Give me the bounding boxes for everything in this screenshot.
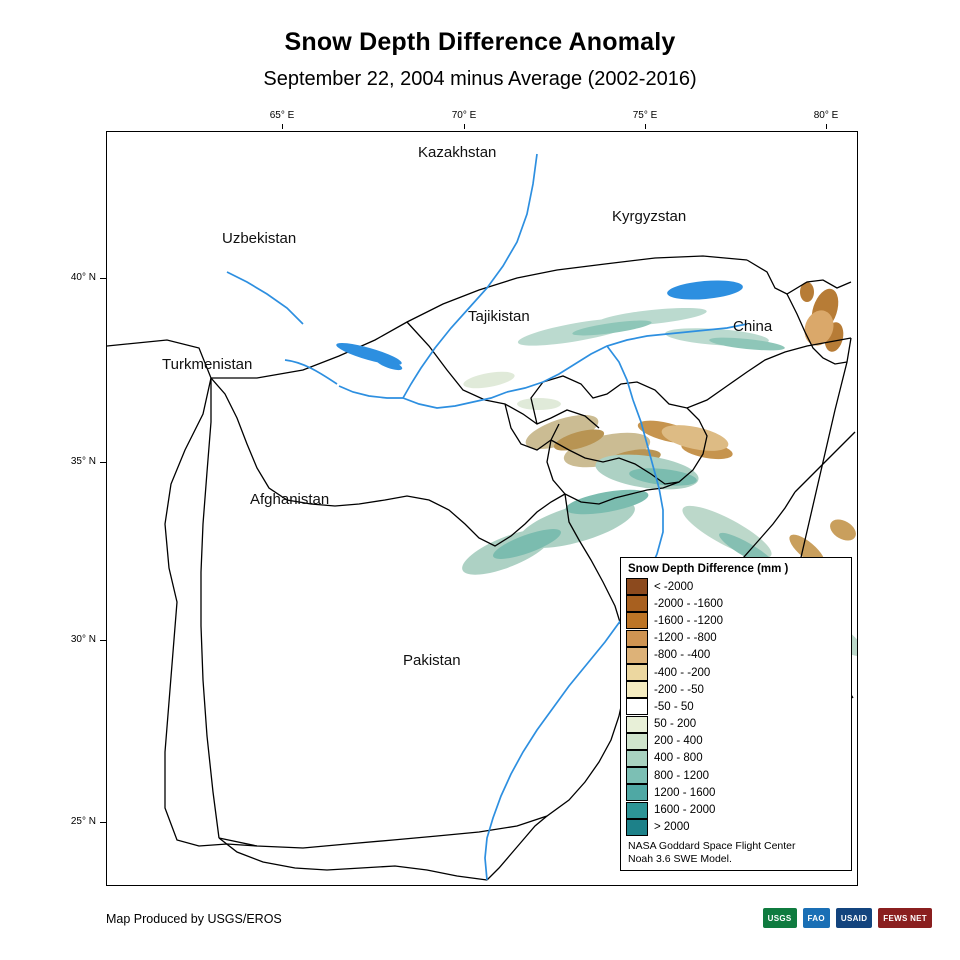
lat-label-25: 25° N	[70, 816, 96, 827]
legend-row	[626, 664, 846, 681]
legend-label: > 2000	[654, 821, 690, 834]
page-title: Snow Depth Difference Anomaly	[284, 28, 676, 56]
legend-row	[626, 612, 846, 629]
lat-label-30: 30° N	[70, 634, 96, 645]
usaid-logo: USAID	[836, 908, 872, 928]
legend-swatch	[626, 578, 648, 595]
lat-label-40: 40° N	[70, 272, 96, 283]
legend-title: Snow Depth Difference (mm )	[628, 563, 789, 575]
country-label-kazakhstan: Kazakhstan	[418, 144, 497, 161]
country-label-tajikistan: Tajikistan	[468, 308, 530, 325]
lakes	[335, 278, 744, 373]
legend-credit-line2: Noah 3.6 SWE Model.	[628, 852, 732, 865]
legend-label: 800 - 1200	[654, 769, 709, 782]
legend-label: -2000 - -1600	[654, 597, 724, 610]
legend-swatch	[626, 630, 648, 647]
lat-label-35: 35° N	[70, 456, 96, 467]
legend-row	[626, 784, 846, 801]
legend-row	[626, 801, 846, 818]
legend-label: -200 - -50	[654, 683, 704, 696]
legend-swatch	[626, 716, 648, 733]
legend-label: < -2000	[654, 580, 694, 593]
legend-credit-line1: NASA Goddard Space Flight Center	[628, 839, 796, 852]
fewsnet-logo: FEWS NET	[878, 908, 932, 928]
lon-label-70: 70° E	[451, 110, 477, 121]
legend-swatch	[626, 612, 648, 629]
legend-credit	[628, 840, 846, 866]
legend-swatch	[626, 664, 648, 681]
legend-label: -400 - -200	[654, 666, 711, 679]
lon-tick-80	[826, 124, 827, 129]
legend-row	[626, 716, 846, 733]
legend-label: 1200 - 1600	[654, 786, 716, 799]
legend-row	[626, 647, 846, 664]
logo-strip	[763, 908, 932, 928]
legend-row	[626, 767, 846, 784]
country-label-afghanistan: Afghanistan	[250, 491, 330, 508]
lon-tick-75	[645, 124, 646, 129]
legend-row	[626, 750, 846, 767]
lon-tick-70	[464, 124, 465, 129]
fao-logo: FAO	[803, 908, 830, 928]
legend-swatch	[626, 681, 648, 698]
country-label-pakistan: Pakistan	[403, 652, 461, 669]
legend-row	[626, 698, 846, 715]
legend-label: -50 - 50	[654, 700, 694, 713]
legend-swatch	[626, 802, 648, 819]
legend-label: 1600 - 2000	[654, 804, 716, 817]
footer-credit: Map Produced by USGS/EROS	[106, 912, 282, 926]
legend-row	[626, 578, 846, 595]
country-label-kyrgyzstan: Kyrgyzstan	[612, 208, 687, 225]
legend-swatch	[626, 733, 648, 750]
usgs-logo: USGS	[763, 908, 797, 928]
legend-swatch	[626, 647, 648, 664]
page-subtitle: September 22, 2004 minus Average (2002-2016)	[263, 68, 697, 90]
legend-swatch	[626, 698, 648, 715]
legend-label: 200 - 400	[654, 735, 703, 748]
legend-label: -1600 - -1200	[654, 614, 724, 627]
legend-swatch	[626, 767, 648, 784]
legend-row	[626, 733, 846, 750]
legend-swatch	[626, 750, 648, 767]
legend-row	[626, 819, 846, 836]
lon-tick-65	[282, 124, 283, 129]
lon-label-75: 75° E	[632, 110, 658, 121]
lon-label-65: 65° E	[269, 110, 295, 121]
country-label-turkmenistan: Turkmenistan	[162, 356, 253, 373]
country-label-uzbekistan: Uzbekistan	[222, 230, 297, 247]
legend-label: 400 - 800	[654, 752, 703, 765]
lon-label-80: 80° E	[813, 110, 839, 121]
legend-label: -800 - -400	[654, 649, 711, 662]
legend-swatch	[626, 595, 648, 612]
country-label-china: China	[733, 318, 773, 335]
legend-panel	[620, 557, 852, 871]
legend-row	[626, 630, 846, 647]
legend-row	[626, 681, 846, 698]
legend-swatch	[626, 819, 648, 836]
legend-swatch	[626, 784, 648, 801]
legend-row	[626, 595, 846, 612]
legend-label: 50 - 200	[654, 718, 697, 731]
legend-label: -1200 - -800	[654, 632, 717, 645]
